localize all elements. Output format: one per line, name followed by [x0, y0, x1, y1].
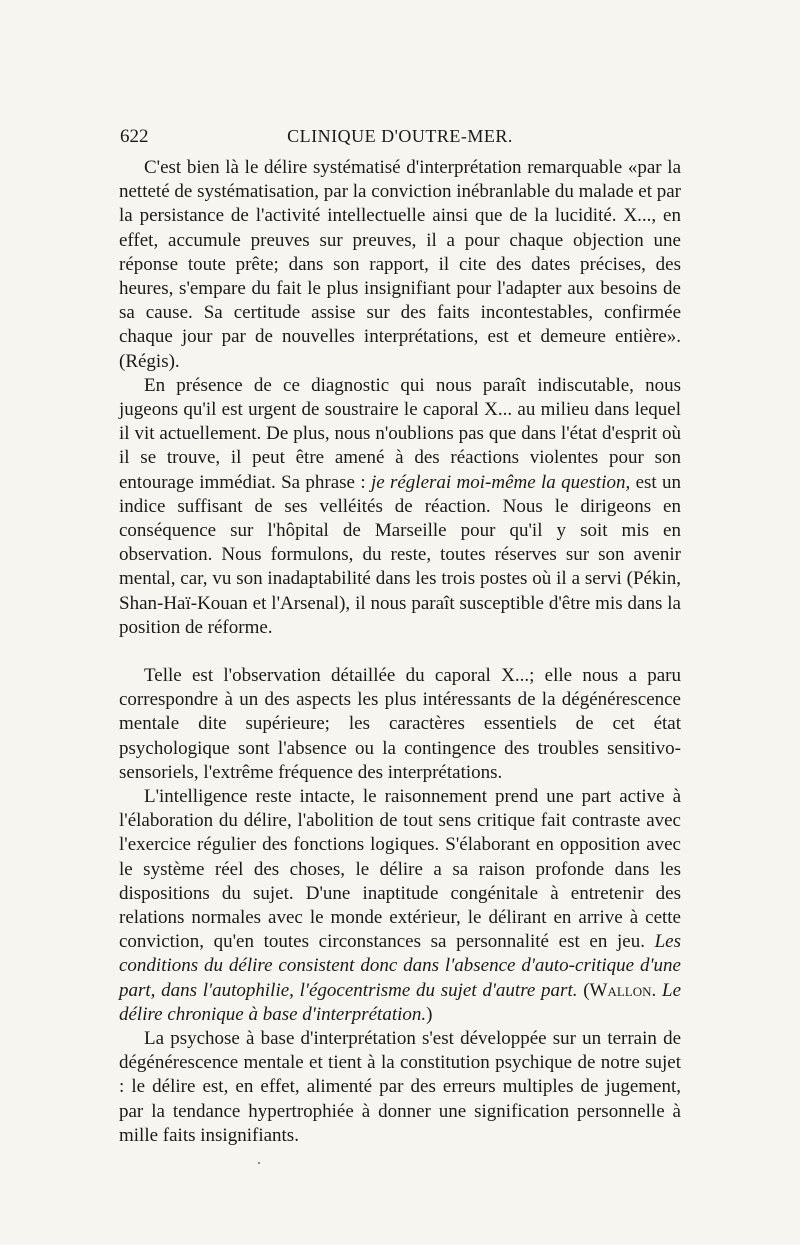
citation-author: Wallon [589, 979, 652, 1001]
paragraph-intelligence-text: L'intelligence reste intacte, le raisonnement prend une part active à l'élaboration du délire, l'abolition de tout sens critique fait contraste avec l'exercice régulier des fonctions logiques. S'élaborant en opposition avec le système réel des choses, le délire a sa raison profonde dans les dispositions du sujet. D'une inaptitude congénitale à entretenir des relations normales avec le monde extérieur, le délirant en arrive à cette conviction, qu'en toutes circonstances sa personnalité est en jeu. [119, 786, 681, 953]
paragraph-diagnosis-text-b: est un indice suffisant de ses velléités de réaction. Nous le dirigeons en conséquence sur l'hôpital de Marseille pour qu'il y soit mis en observation. Nous formulons, du reste, toutes réserves sur son avenir mental, car, vu son inadaptabilité dans les trois postes où il a servi (Pékin, Shan-Haï-Kouan et l'Arsenal), il nous paraît susceptible d'être mis dans la position de réforme. [119, 471, 681, 638]
page-number: 622 [120, 126, 149, 147]
page-header [120, 126, 680, 152]
citation-separator: . [651, 979, 663, 1001]
running-title: CLINIQUE D'OUTRE-MER. [287, 126, 513, 146]
text-block-upper [119, 156, 681, 640]
paragraph-observation-summary: Telle est l'observation détaillée du caporal X...; elle nous a paru correspondre à un des aspects les plus intéressants de la dégénérescence mentale dite supérieure; les caractères essentiels de cet état psychologique sont l'absence ou la contingence des troubles sensitivo-sensoriels, l'extrême fréquence des interprétations. [119, 665, 681, 783]
wallon-quote: Les conditions du délire consistent donc dans l'absence d'auto-critique d'une part, dans l'autophilie, l'égocentrisme du sujet d'autre part. [119, 931, 681, 1001]
paragraph-diagnosis-text-a: En présence de ce diagnostic qui nous paraît indiscutable, nous jugeons qu'il est urgent de soustraire le caporal X... au milieu dans lequel il vit actuellement. De plus, nous n'oublions pas que dans l'état d'esprit où il se trouve, il peut être amené à des réactions violentes pour son entourage immédiat. Sa phrase : [119, 374, 681, 493]
text-block-lower [119, 664, 681, 1148]
paragraph-diagnosis [119, 374, 681, 640]
paragraph-psychosis: La psychose à base d'interprétation s'est développée sur un terrain de dégénérescence mentale et tient à la constitution psychique de notre sujet : le délire est, en effet, alimenté par des erreurs multiples de jugement, par la tendance hypertrophiée à donner une signification personnelle à mille faits insignifiants. [119, 1028, 681, 1146]
print-speck [258, 1162, 260, 1164]
citation-work-title: Le délire chronique à base d'interprétation. [119, 979, 682, 1025]
citation-open: ( [577, 979, 590, 1001]
paragraph-regis-quote: C'est bien là le délire systématisé d'interprétation remarquable «par la netteté de systématisation, par la conviction inébranlable du malade et par la persistance de l'activité intellectuelle ainsi que de la lucidité. X..., en effet, accumule preuves sur preuves, il a pour chaque objection une réponse toute prête; dans son rapport, il cite des dates précises, des heures, s'empare du fait le plus insignifiant pour l'adapter aux besoins de sa cause. Sa certitude assise sur des faits incontestables, confirmée chaque jour par de nouvelles interprétations, est et demeure entière». (Régis). [119, 157, 681, 372]
patient-phrase-quote: je réglerai moi-même la question, [370, 471, 631, 493]
paragraph-intelligence [119, 785, 681, 1027]
citation-close: ) [426, 1003, 433, 1025]
